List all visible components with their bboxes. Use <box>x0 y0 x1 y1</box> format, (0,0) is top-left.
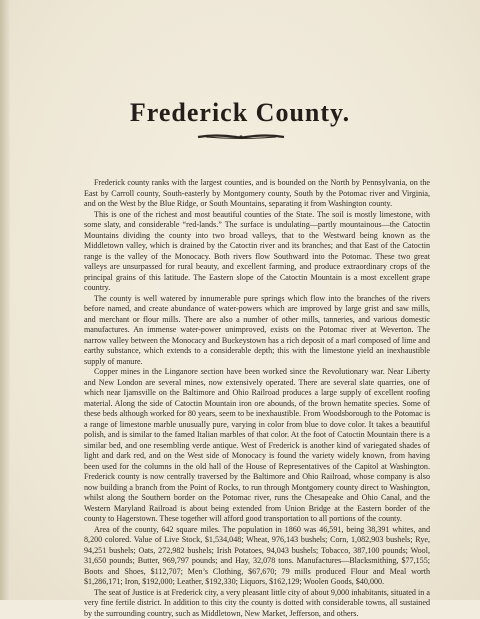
paragraph-county-seat: The seat of Justice is at Frederick city, a very pleasant little city of about 9,000 inhabitants, situated in a very fine fertile district. In addition to this city the county is dotted with considerable towns, all sustained by the surrounding country, such as Middletown, New Market, Jefferson, and others. <box>84 588 430 619</box>
page-spine-shadow <box>0 0 10 600</box>
paragraph-soil-and-valleys: This is one of the richest and most beautiful counties of the State. The soil is mostly limestone, with some slaty, and considerable “red-lands.” The surface is undulating—partly mountainous—the Catoctin Mountains dividing the county into two broad valleys, that to the Westward being known as the Middletown valley, which is drained by the Catoctin river and its branches; and that East of the Catoctin range is the valley of the Monocacy. Both rivers flow Southward into the Potomac. These two great valleys are unsurpassed for rural beauty, and excellent farming, and produce extraordinary crops of the principal grains of this latitude. The Eastern slope of the Catoctin Mountain is a most excellent grape country. <box>84 210 430 294</box>
paragraph-water-and-mills: The county is well watered by innumerable pure springs which flow into the branches of the rivers before named, and create abundance of water-powers which are improved by large grist and saw mills, and merchant or flour mills. There are also a number of other mills, tanneries, and various domestic manufactures. An immense water-power unimproved, exists on the Potomac river at Weverton. The narrow valley between the Monocacy and Buckeystown has a rich deposit of a marl composed of lime and earthy substance, which extends to a considerable depth; this with the limestone yield an inexhaustible supply of manure. <box>84 294 430 368</box>
paragraph-statistics: Area of the county, 642 square miles. The population in 1860 was 46,591, being 38,391 whites, and 8,200 colored. Value of Live Stock, $1,534,048; Wheat, 976,143 bushels; Corn, 1,082,903 bushels; Rye, 94,251 bushels; Oats, 272,982 bushels; Irish Potatoes, 94,043 bushels; Tobacco, 387,100 pounds; Wool, 31,650 pounds; Butter, 969,797 pounds; and Hay, 32,078 tons. Manufactures—Blacksmithing, $77,155; Boots and Shoes, $112,707; Men’s Clothing, $67,670; 79 mills produced Flour and Meal worth $1,286,171; Iron, $192,000; Leather, $192,330; Liquors, $162,129; Woolen Goods, $40,000. <box>84 525 430 588</box>
paragraph-boundaries: Frederick county ranks with the largest counties, and is bounded on the North by Pennsylvania, on the East by Carroll county, South-easterly by Montgomery county, South by the Potomac river and Virginia, and on the West by the Blue Ridge, or South Mountains, separating it from Washington county. <box>84 178 430 210</box>
article-body <box>84 178 430 619</box>
page-title: Frederick County. <box>0 98 480 128</box>
title-ornament-rule <box>196 131 286 143</box>
paragraph-mines-and-transport: Copper mines in the Linganore section have been worked since the Revolutionary war. Near Liberty and New London are several mines, now extensively operated. There are several slate quarries, one of which near Ijamsville on the Baltimore and Ohio Railroad produces a large supply of excellent roofing material. Along the side of Catoctin Mountain iron ore abounds, of the brown hematite species. Some of these beds although worked for 80 years, seem to be inexhaustible. From Woodsborough to the Potomac is a range of limestone marble unusually pure, varying in color from blue to dove color. It takes a beautiful polish, and is similar to the famed Italian marbles of that color. At the foot of Catoctin Mountain there is a similar bed, and one resembling verde antique. West of Frederick is another kind of variegated shades of light and dark red, and on the West side of Monocacy is found the variety widely known, from having been used for the columns in the old hall of the House of Representatives of the Capitol at Washington. Frederick county is now centrally traversed by the Baltimore and Ohio Railroad, whose company is also now building a branch from the Point of Rocks, to run through Montgomery county direct to Washington, whilst along the Southern border on the Potomac river, runs the Chesapeake and Ohio Canal, and the Western Maryland Railroad is about being extended from Union Bridge at the Eastern border of the county to Hagerstown. These together will afford good transportation to all portions of the county. <box>84 367 430 525</box>
